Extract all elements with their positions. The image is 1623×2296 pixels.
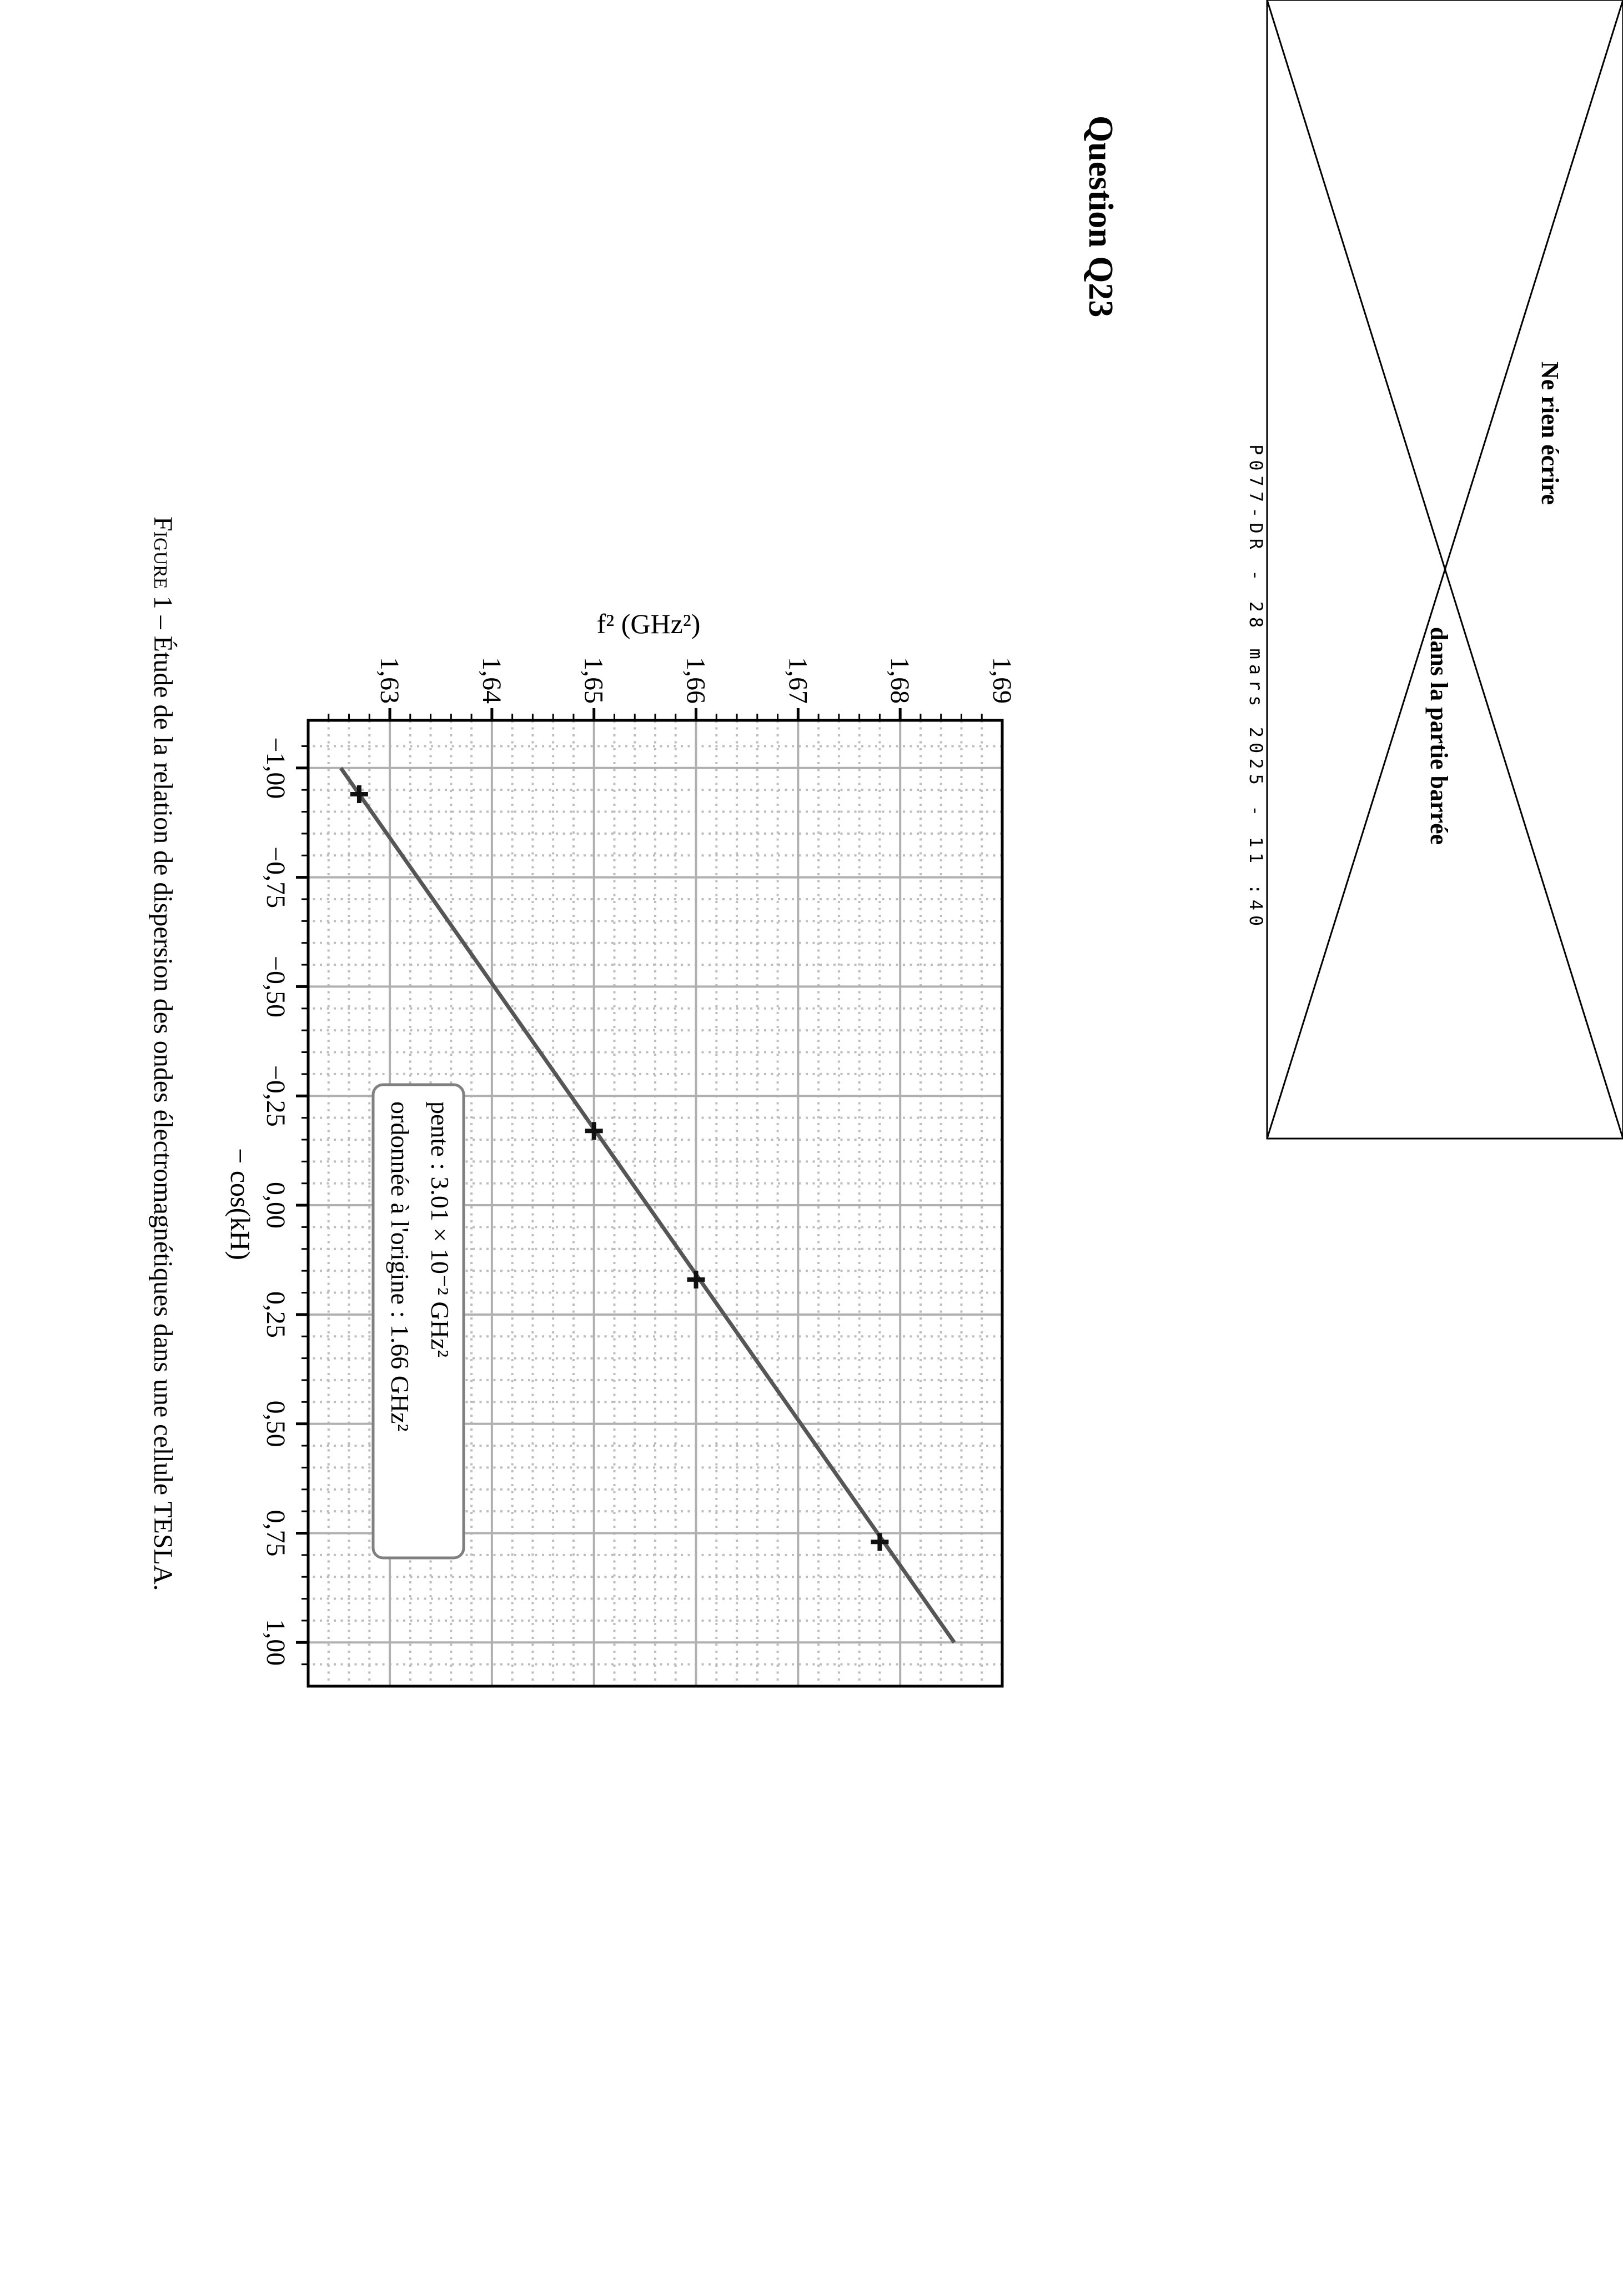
crossed-box — [1267, 0, 1623, 1139]
x-tick-label: 1,00 — [261, 1619, 290, 1666]
y-tick-label: 1,68 — [885, 657, 915, 704]
x-tick-label: 0,50 — [261, 1400, 290, 1447]
x-axis-title: − cos(kH) — [225, 1148, 256, 1260]
x-tick-label: 0,75 — [261, 1510, 290, 1557]
figure-caption — [148, 517, 178, 1591]
do-not-write-line2: dans la partie barrée — [1425, 626, 1453, 845]
legend-line: pente : 3.01 × 10⁻² GHz² — [426, 1101, 454, 1358]
figure-caption-separator: – — [148, 609, 178, 636]
y-tick-label: 1,66 — [681, 657, 711, 704]
figure-caption-label: Figure 1 — [148, 517, 178, 609]
y-tick-label: 1,65 — [579, 657, 609, 704]
x-tick-label: 0,25 — [261, 1291, 290, 1338]
document-stamp: P077-DR - 28 mars 2025 - 11 :40 — [1245, 444, 1267, 931]
x-tick-label: −1,00 — [261, 737, 290, 799]
question-title: Question Q23 — [1082, 116, 1119, 318]
x-tick-label: −0,25 — [261, 1065, 290, 1127]
y-tick-label: 1,63 — [375, 657, 405, 704]
dispersion-chart — [261, 657, 1017, 1686]
y-axis-title: f² (GHz²) — [596, 608, 701, 639]
y-tick-label: 1,67 — [783, 657, 813, 704]
x-tick-label: 0,00 — [261, 1182, 290, 1229]
x-tick-label: −0,75 — [261, 846, 290, 909]
y-tick-label: 1,64 — [476, 657, 506, 704]
x-tick-label: −0,50 — [261, 955, 290, 1017]
figure-caption-text: Étude de la relation de dispersion des ondes électromagnétiques dans une cellule TESLA. — [148, 635, 178, 1591]
do-not-write-line1: Ne rien écrire — [1536, 361, 1564, 505]
y-tick-label: 1,69 — [987, 657, 1017, 704]
legend-line: ordonnée à l'origine : 1.66 GHz² — [386, 1101, 414, 1432]
